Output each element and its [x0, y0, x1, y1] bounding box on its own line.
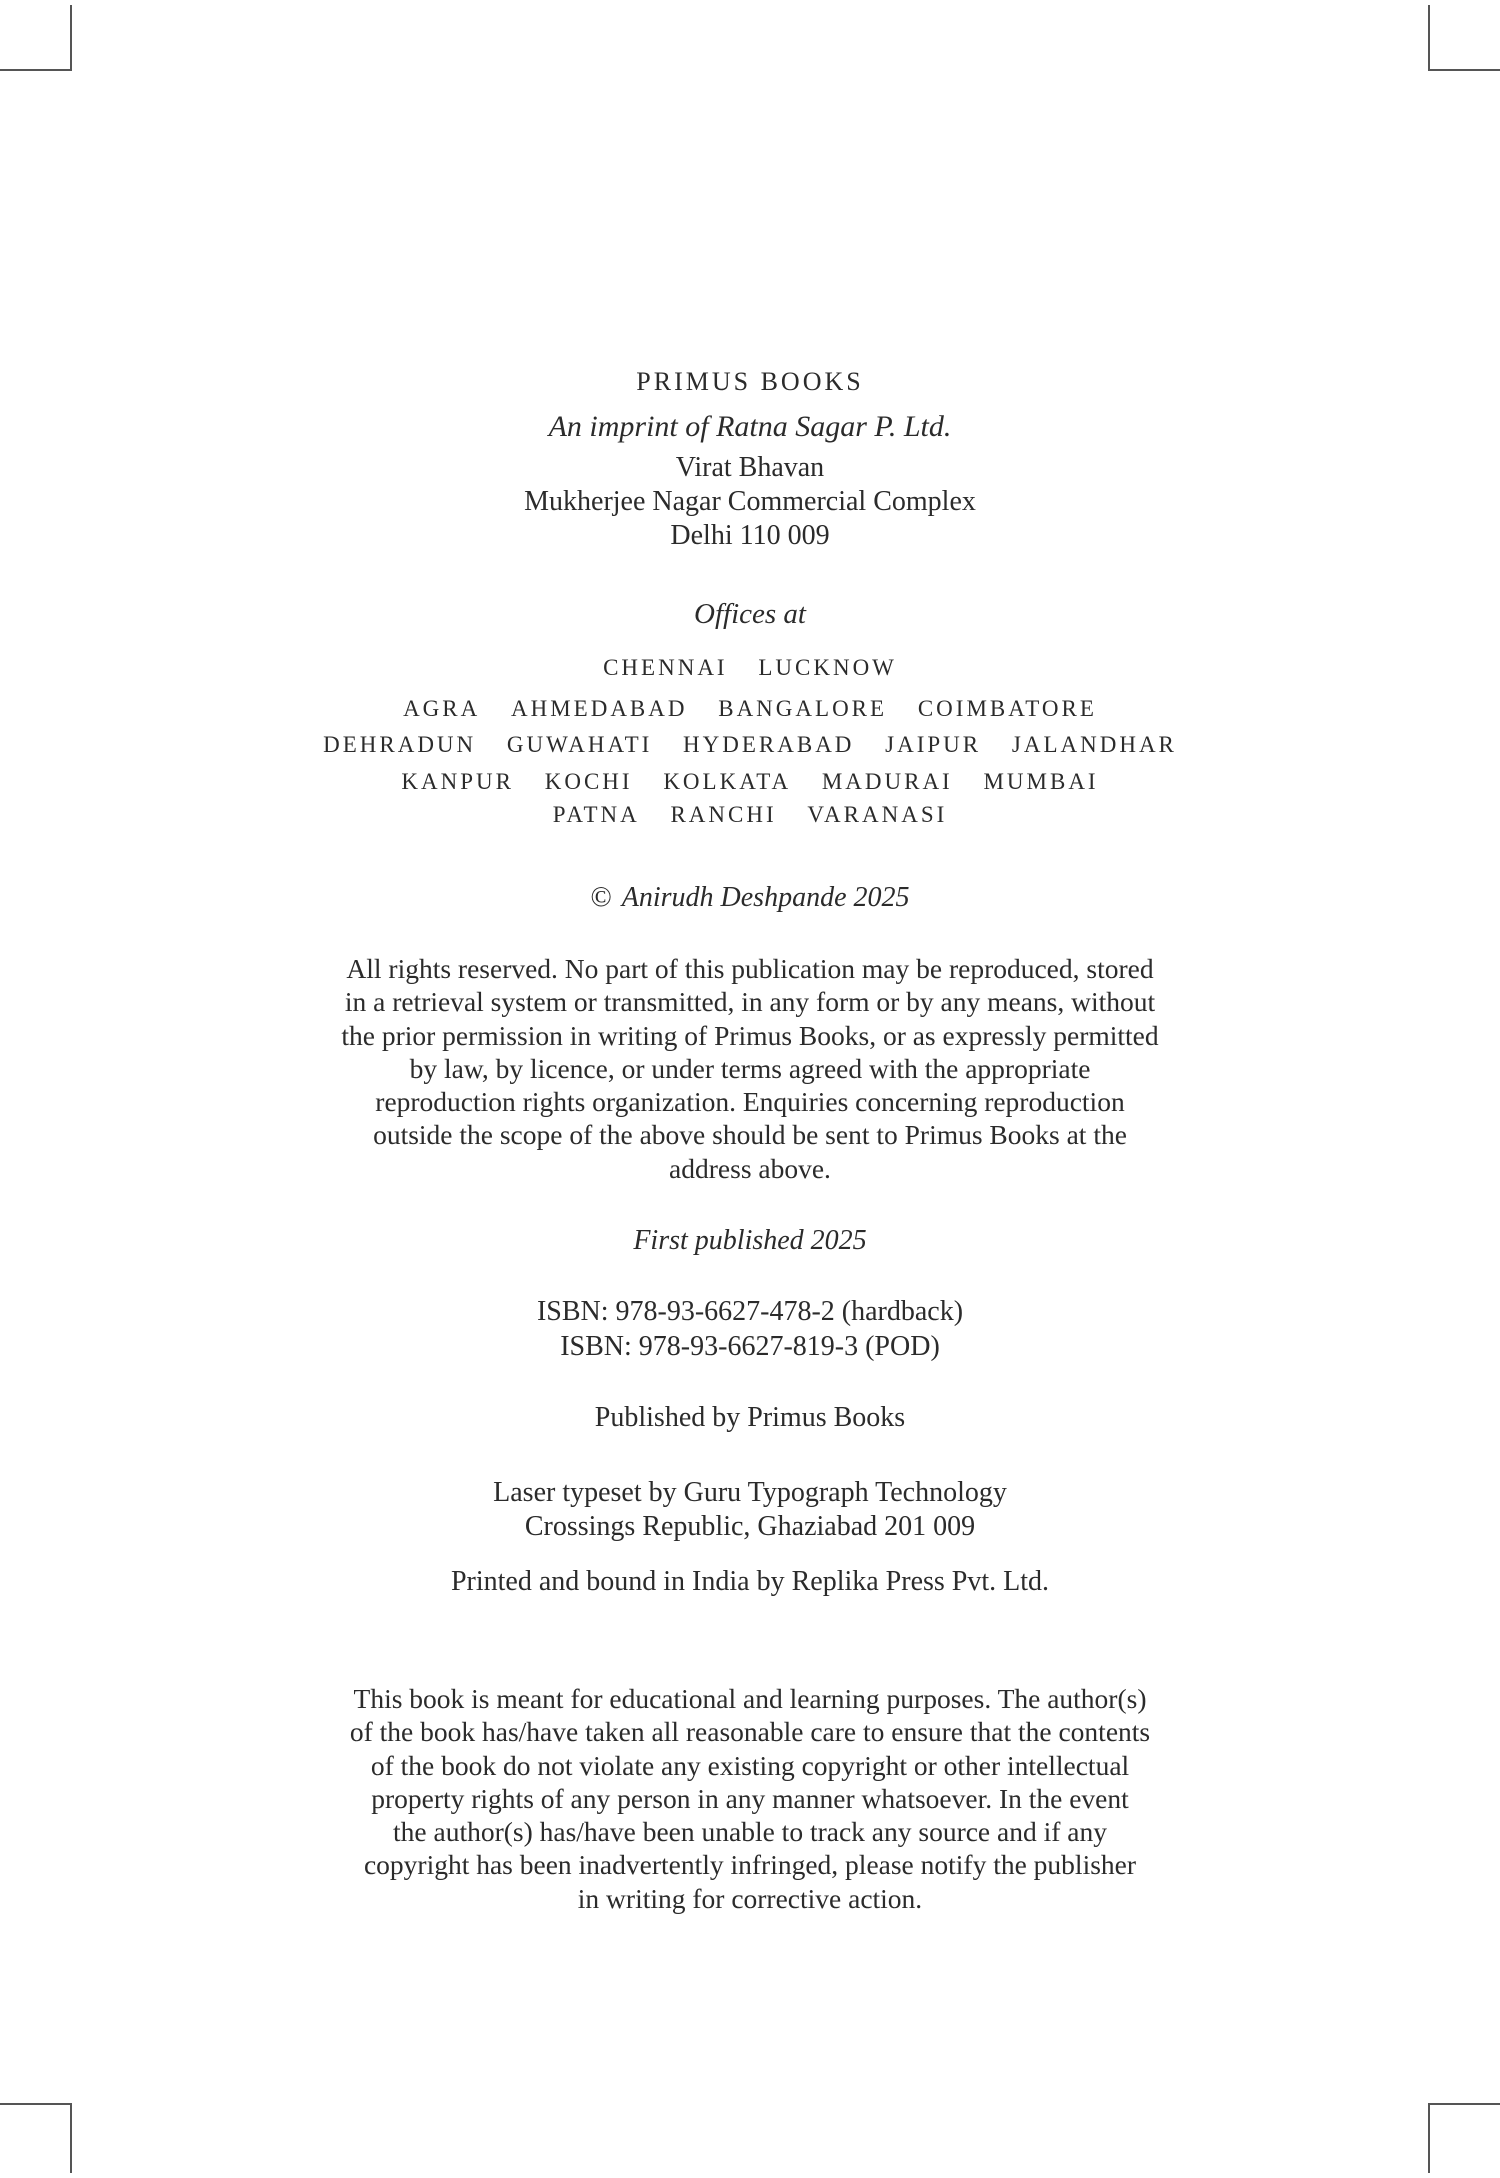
- publisher-name: PRIMUS BOOKS: [636, 367, 864, 396]
- offices-row-5: [0, 798, 1500, 832]
- offices-row-3: [0, 728, 1500, 762]
- office-city: GUWAHATI: [506, 732, 653, 757]
- typeset-line-1: Laser typeset by Guru Typograph Technology: [493, 1477, 1007, 1508]
- publisher-imprint: An imprint of Ratna Sagar P. Ltd.: [548, 410, 952, 443]
- copyright-line: [0, 881, 1500, 915]
- office-city: RANCHI: [670, 802, 777, 827]
- offices-heading: Offices at: [694, 598, 806, 630]
- office-city: KANPUR: [401, 769, 514, 794]
- address-line-1: Virat Bhavan: [675, 452, 825, 483]
- disclaimer-line: of the book do not violate any existing copyright or other intellectual: [370, 1749, 1130, 1781]
- typeset-line-2: Crossings Republic, Ghaziabad 201 009: [524, 1511, 976, 1542]
- rights-line: in a retrieval system or transmitted, in any form or by any means, without: [344, 986, 1156, 1018]
- office-city: VARANASI: [807, 802, 948, 827]
- office-city: HYDERABAD: [683, 732, 855, 757]
- disclaimer-paragraph: [300, 1682, 1200, 1915]
- rights-line: address above.: [669, 1152, 831, 1184]
- disclaimer-line: the author(s) has/have been unable to track any source and if any: [393, 1816, 1107, 1848]
- office-city: JAIPUR: [885, 732, 982, 757]
- disclaimer-line: in writing for corrective action.: [577, 1882, 923, 1914]
- office-city: KOCHI: [544, 769, 633, 794]
- isbn-pod: ISBN: 978-93-6627-819-3 (POD): [560, 1331, 940, 1362]
- first-published: First published 2025: [633, 1225, 867, 1256]
- rights-line: outside the scope of the above should be sent to Primus Books at the: [373, 1119, 1127, 1151]
- disclaimer-line: copyright has been inadvertently infringed, please notify the publisher: [363, 1849, 1137, 1881]
- rights-line: All rights reserved. No part of this publication may be reproduced, stored: [346, 953, 1154, 984]
- office-city: COIMBATORE: [917, 696, 1097, 721]
- offices-row-1: [0, 651, 1500, 685]
- address-line-3: Delhi 110 009: [670, 520, 830, 551]
- office-city: AGRA: [403, 696, 481, 721]
- printed-by: Printed and bound in India by Replika Press Pvt. Ltd.: [450, 1566, 1050, 1597]
- offices-row-2: [0, 692, 1500, 726]
- office-city: KOLKATA: [663, 769, 792, 794]
- disclaimer-line: property rights of any person in any manner whatsoever. In the event: [371, 1782, 1129, 1814]
- offices-row-4: [0, 765, 1500, 799]
- office-city: CHENNAI: [603, 655, 728, 680]
- office-city: LUCKNOW: [758, 655, 897, 680]
- office-city: DEHRADUN: [323, 732, 477, 757]
- rights-line: reproduction rights organization. Enquiries concerning reproduction: [375, 1086, 1125, 1118]
- rights-line: by law, by licence, or under terms agreed with the appropriate: [409, 1052, 1091, 1084]
- rights-line: the prior permission in writing of Primus Books, or as expressly permitted: [341, 1019, 1159, 1051]
- office-city: AHMEDABAD: [510, 696, 688, 721]
- copyright-holder: Anirudh Deshpande 2025: [621, 882, 910, 913]
- copyright-symbol: ©: [590, 882, 612, 913]
- office-city: MADURAI: [821, 769, 953, 794]
- office-city: PATNA: [552, 802, 640, 827]
- office-city: JALANDHAR: [1011, 732, 1177, 757]
- rights-paragraph: [300, 952, 1200, 1185]
- address-line-2: Mukherjee Nagar Commercial Complex: [524, 486, 976, 517]
- disclaimer-line: This book is meant for educational and learning purposes. The author(s): [353, 1683, 1147, 1714]
- office-city: MUMBAI: [983, 769, 1099, 794]
- isbn-hardback: ISBN: 978-93-6627-478-2 (hardback): [536, 1296, 964, 1327]
- published-by: Published by Primus Books: [594, 1402, 906, 1433]
- disclaimer-line: of the book has/have taken all reasonable care to ensure that the contents: [349, 1716, 1151, 1748]
- office-city: BANGALORE: [718, 696, 888, 721]
